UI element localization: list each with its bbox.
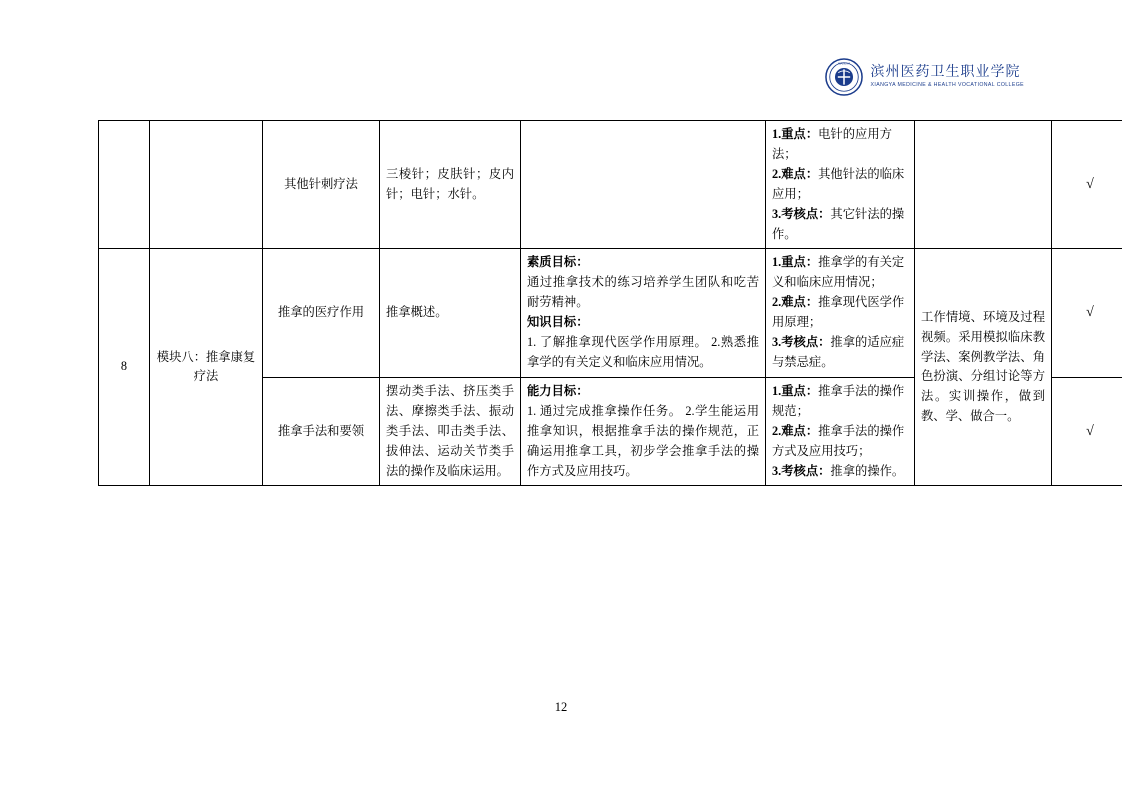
- cell-goals: [521, 249, 766, 377]
- goal-heading: 素质目标：: [527, 255, 589, 270]
- cell-key-points: [766, 249, 915, 377]
- cell-sequence-number: 8: [99, 249, 150, 486]
- key-point-text: 其它针法的操作。: [772, 206, 905, 241]
- cell-check-mark: [1052, 121, 1122, 249]
- goal-body: 通过推拿技术的练习培养学生团队和吃苦耐劳精神。: [527, 275, 759, 310]
- key-point-label: 1.重点：: [772, 383, 819, 398]
- cell-module-name: [150, 121, 263, 249]
- goal-heading: 能力目标：: [527, 383, 589, 398]
- key-point-item: [772, 333, 908, 373]
- college-logo: [825, 58, 1024, 96]
- cell-teaching-method: 工作情境、环境及过程视频。采用模拟临床教学法、案例教学法、角色扮演、分组讨论等方法。实训操作，做到教、学、做合一。: [915, 249, 1052, 486]
- key-point-label: 2.难点：: [772, 423, 819, 438]
- key-point-item: [772, 165, 908, 205]
- cell-goals: [521, 121, 766, 249]
- cell-topic: 推拿手法和要领: [263, 377, 380, 486]
- table-row: [99, 121, 1122, 249]
- cell-sequence-number: [99, 121, 150, 249]
- check-mark-icon: √: [1086, 423, 1094, 439]
- key-point-item: [772, 205, 908, 245]
- key-point-item: [772, 462, 908, 482]
- check-mark-icon: √: [1086, 176, 1094, 192]
- key-point-text: 其他针法的临床应用；: [772, 166, 905, 201]
- key-point-item: [772, 125, 908, 165]
- page-number: 12: [554, 700, 568, 714]
- cell-module-name: 模块八：推拿康复疗法: [150, 249, 263, 486]
- key-point-label: 2.难点：: [772, 166, 819, 181]
- key-point-item: [772, 382, 908, 422]
- cell-check-mark: [1052, 249, 1122, 377]
- key-point-label: 1.重点：: [772, 255, 819, 270]
- key-point-text: 推拿手法的操作规范；: [772, 383, 905, 418]
- cell-key-points: [766, 121, 915, 249]
- cell-content: 摆动类手法、挤压类手法、摩擦类手法、振动类手法、叩击类手法、拔伸法、运动关节类手法的操作及临床运用。: [380, 377, 521, 486]
- goal-heading: 知识目标：: [527, 315, 589, 330]
- key-point-label: 3.考核点：: [772, 335, 831, 350]
- cell-check-mark: [1052, 377, 1122, 486]
- course-plan-table: [98, 120, 1122, 486]
- college-emblem-icon: [825, 58, 863, 96]
- goal-body: 1. 通过完成推拿操作任务。 2.学生能运用推拿知识，根据推拿手法的操作规范，正确运用推拿工具，初步学会推拿手法的操作方式及应用技巧。: [527, 403, 759, 478]
- key-point-label: 3.考核点：: [772, 463, 831, 478]
- cell-teaching-method: [915, 121, 1052, 249]
- key-point-text: 推拿的操作。: [830, 463, 905, 478]
- key-point-label: 1.重点：: [772, 127, 819, 141]
- key-point-label: 3.考核点：: [772, 206, 831, 221]
- key-point-text: 推拿学的有关定义和临床应用情况；: [772, 255, 905, 290]
- key-point-item: [772, 293, 908, 333]
- key-point-item: [772, 422, 908, 462]
- cell-content: 三棱针；皮肤针；皮内针；电针；水针。: [380, 121, 521, 249]
- key-point-label: 2.难点：: [772, 295, 819, 310]
- table-row: [99, 249, 1122, 377]
- college-name-cn: 滨州医药卫生职业学院: [870, 64, 1021, 80]
- cell-content: 推拿概述。: [380, 249, 521, 377]
- cell-goals: [521, 377, 766, 486]
- check-mark-icon: √: [1086, 305, 1094, 321]
- key-point-text: 推拿现代医学作用原理；: [772, 295, 905, 330]
- cell-key-points: [766, 377, 915, 486]
- college-logo-text: [871, 66, 1024, 88]
- svg-text:XIANGYA: XIANGYA: [837, 61, 850, 66]
- goal-body: 1. 了解推拿现代医学作用原理。 2.熟悉推拿学的有关定义和临床应用情况。: [527, 335, 759, 369]
- key-point-text: 推拿的适应症与禁忌症。: [772, 335, 905, 369]
- cell-topic: 推拿的医疗作用: [263, 249, 380, 377]
- cell-topic: 其他针刺疗法: [263, 121, 380, 249]
- key-point-text: 电针的应用方法；: [772, 127, 892, 161]
- college-name-en: XIANGYA MEDICINE & HEALTH VOCATIONAL COLLEGE: [870, 81, 1024, 88]
- key-point-text: 推拿手法的操作方式及应用技巧；: [772, 423, 905, 458]
- key-point-item: [772, 253, 908, 293]
